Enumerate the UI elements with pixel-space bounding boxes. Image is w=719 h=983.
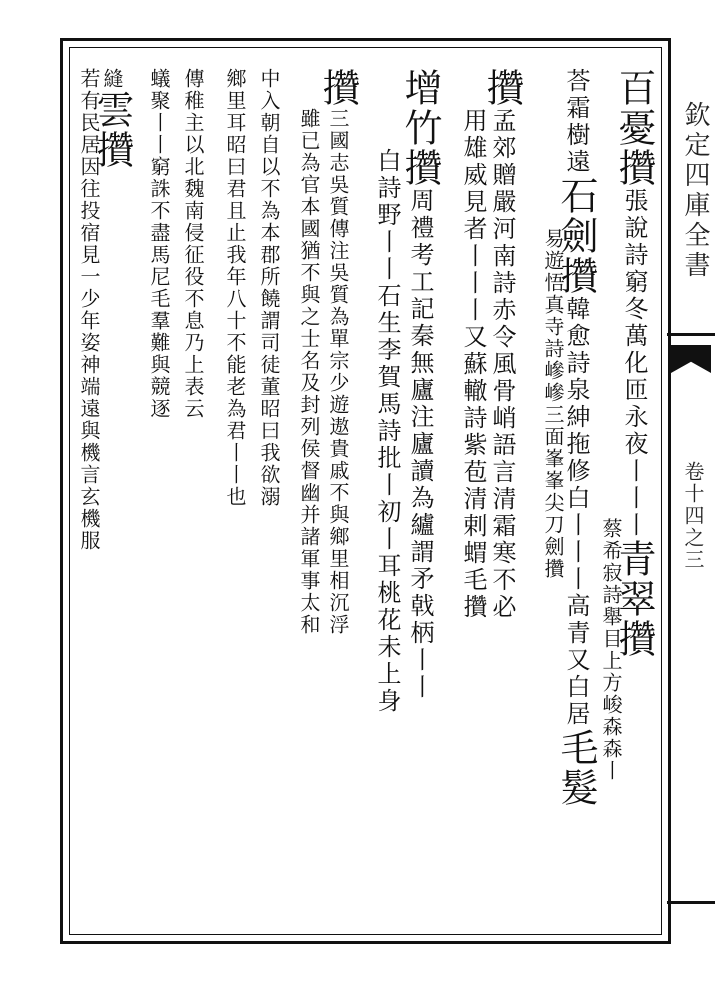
- column-7: [181, 68, 205, 914]
- gutter-divider: [667, 333, 715, 336]
- volume-label: 卷十四之三: [681, 461, 705, 571]
- column-8b: [77, 68, 101, 914]
- column-2b: [541, 228, 565, 914]
- entry-text: 縫: [100, 68, 124, 90]
- entry-text: 韓愈詩泉紳拖修白丨丨丨高青又白居: [562, 296, 590, 728]
- fishtail-icon: [671, 345, 711, 373]
- gutter-divider: [667, 901, 715, 904]
- entry-text: 鄉里耳昭曰君且止我年八十不能老為君丨丨也: [223, 68, 247, 508]
- entry-text: 若有民居因往投宿見一少年姿神端遠與機言玄機服: [77, 68, 101, 552]
- entry-text: 用雄威見者丨丨丨又蘇轍詩紫苞清剌蝟毛攢: [459, 108, 487, 621]
- entry-text: 孟郊贈嚴河南詩赤令風骨峭語言清霜寒不必: [488, 108, 516, 621]
- column-5: [316, 68, 360, 914]
- entry-text: 匝永夜丨丨丨: [620, 377, 648, 539]
- entry-text: 蟻聚丨丨窮誅不盡馬尼毛羣難與競逐: [147, 68, 171, 420]
- entry-text: 易遊悟真寺詩㠁㠁三面峯峯尖刀劍攢: [541, 228, 565, 580]
- entry-text: 中入朝自以不為本郡所饒謂司徒董昭曰我欲溺: [257, 68, 281, 508]
- entry-text: 傳稚主以北魏南侵征役不息乃上表云: [181, 68, 205, 420]
- entry-text: 荅霜樹遠: [562, 68, 590, 176]
- entry-head: 青翠攢: [612, 539, 656, 659]
- entry-head: 攢: [316, 68, 360, 108]
- column-1b: [599, 518, 623, 914]
- entry-text: 蔡希寂詩舉目上方峻森森丨: [599, 518, 623, 782]
- column-5b: [297, 108, 321, 914]
- column-4: [398, 68, 442, 914]
- entry-head: 雲攢: [90, 90, 134, 170]
- column-6b: [223, 68, 247, 914]
- entry-head: 百憂攢: [612, 68, 656, 188]
- column-7b: [147, 68, 171, 914]
- entry-text: 三國志吳質傳注吳質為單宗少遊遨貴戚不與鄉里相沉浮: [326, 108, 350, 636]
- page-frame: [60, 38, 710, 944]
- column-3b: [461, 108, 485, 914]
- entry-head: 石劍攢: [554, 176, 598, 296]
- entry-text: 白詩野丨丨石生李賀馬詩批丨初丨耳桃花未上身: [373, 148, 401, 715]
- text-area: [69, 47, 662, 935]
- entry-text: 周禮考工記秦無廬注廬讀為纑謂矛戟柄丨丨: [406, 188, 434, 701]
- entry-head: 增竹攢: [398, 68, 442, 188]
- column-4b: [375, 148, 399, 914]
- column-3: [480, 68, 524, 914]
- page-gutter: [667, 41, 713, 947]
- entry-text: 雖已為官本國猶不與之士名及封列侯督幽并諸軍事太和: [297, 108, 321, 636]
- entry-head: 攢: [480, 68, 524, 108]
- entry-head: 毛髮: [554, 728, 598, 808]
- column-6: [257, 68, 281, 914]
- entry-text: 張說詩窮冬萬化: [620, 188, 648, 377]
- book-title: 欽定四庫全書: [680, 101, 710, 281]
